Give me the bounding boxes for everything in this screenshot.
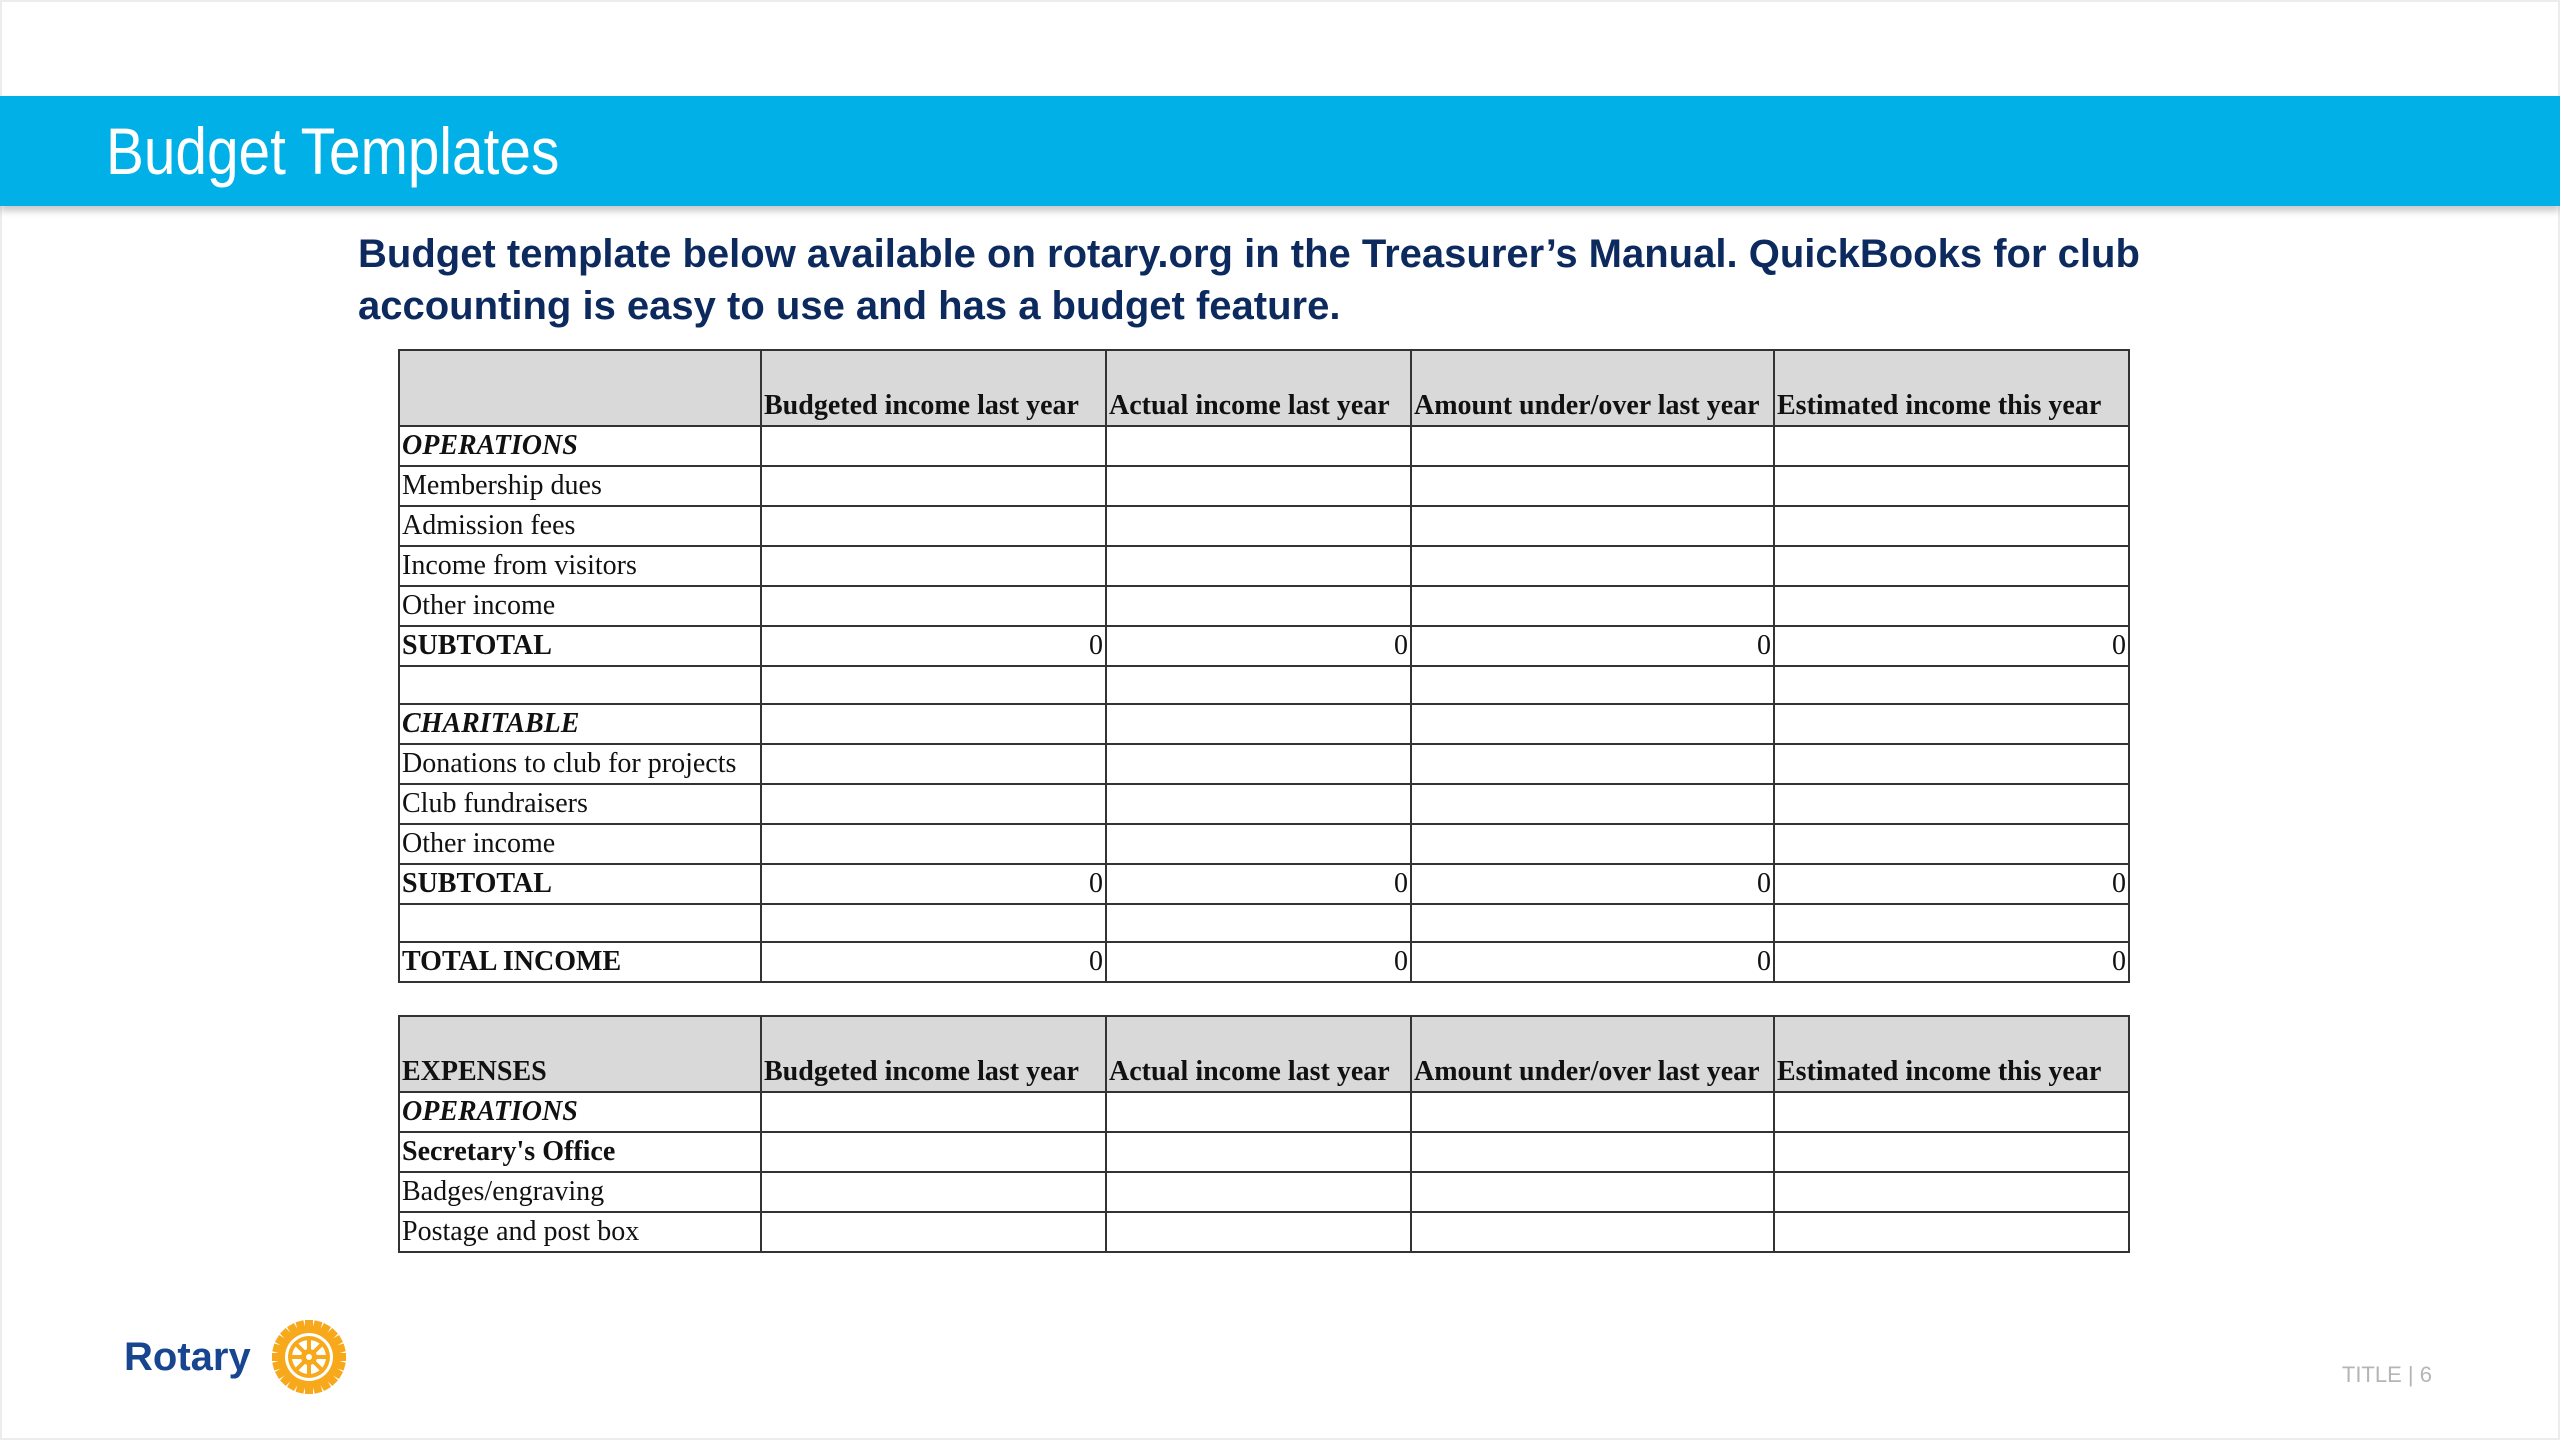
value-cell [1774,744,2129,784]
value-cell: 0 [1774,626,2129,666]
value-cell [1774,506,2129,546]
value-cell [1106,824,1411,864]
value-cell: 0 [1106,942,1411,982]
table-row [399,1132,2129,1172]
value-cell [1106,426,1411,466]
value-cell [761,586,1106,626]
value-cell [1411,1212,1774,1252]
value-cell [761,704,1106,744]
value-cell [1411,466,1774,506]
table-row [399,506,2129,546]
row-label [399,666,761,704]
row-label: Other income [399,586,761,626]
value-cell [1411,586,1774,626]
value-cell [761,466,1106,506]
value-cell [761,784,1106,824]
value-cell: 0 [1106,626,1411,666]
value-cell [1774,426,2129,466]
row-label: SUBTOTAL [399,626,761,666]
row-label: CHARITABLE [399,704,761,744]
value-cell [1774,1212,2129,1252]
value-cell [1106,666,1411,704]
value-cell [1106,904,1411,942]
table-row [399,546,2129,586]
row-label: Membership dues [399,466,761,506]
value-cell [1106,1132,1411,1172]
value-cell: 0 [761,942,1106,982]
value-cell [1411,744,1774,784]
table-row [399,466,2129,506]
value-cell [1411,904,1774,942]
value-cell [1411,506,1774,546]
logo-text: Rotary [124,1334,251,1379]
value-cell [1106,1172,1411,1212]
value-cell [1106,1092,1411,1132]
table-row [399,744,2129,784]
column-header: Estimated income this year [1774,350,2129,426]
value-cell [761,1132,1106,1172]
table-row [399,824,2129,864]
value-cell [761,506,1106,546]
value-cell [1774,466,2129,506]
row-label: OPERATIONS [399,426,761,466]
value-cell [1411,704,1774,744]
value-cell [1106,506,1411,546]
value-cell [1411,824,1774,864]
table-row [399,626,2129,666]
value-cell [1106,466,1411,506]
value-cell [1774,1172,2129,1212]
row-label: Income from visitors [399,546,761,586]
column-header: Estimated income this year [1774,1016,2129,1092]
table-row [399,666,2129,704]
column-header: EXPENSES [399,1016,761,1092]
row-label: Donations to club for projects [399,744,761,784]
value-cell [1774,666,2129,704]
table-row [399,1172,2129,1212]
value-cell [1411,1132,1774,1172]
row-label: Club fundraisers [399,784,761,824]
income-budget-table [398,349,2130,983]
table-row [399,704,2129,744]
value-cell [1106,1212,1411,1252]
slide-title: Budget Templates [106,114,560,188]
value-cell: 0 [1411,942,1774,982]
value-cell [1411,546,1774,586]
row-label: Admission fees [399,506,761,546]
page-number: 6 [2419,1362,2432,1387]
value-cell [1774,546,2129,586]
header-row [399,1016,2129,1092]
table-row [399,942,2129,982]
value-cell: 0 [761,626,1106,666]
value-cell [761,744,1106,784]
table-row [399,586,2129,626]
value-cell [1774,1092,2129,1132]
value-cell [761,426,1106,466]
column-header: Budgeted income last year [761,350,1106,426]
value-cell [1774,824,2129,864]
value-cell [761,666,1106,704]
footer-label: TITLE [2341,1362,2402,1387]
value-cell [1774,1132,2129,1172]
table-row [399,784,2129,824]
row-label: SUBTOTAL [399,864,761,904]
value-cell [761,1092,1106,1132]
value-cell: 0 [1411,626,1774,666]
value-cell [1106,704,1411,744]
table-row [399,1092,2129,1132]
column-header [399,350,761,426]
row-label: TOTAL INCOME [399,942,761,982]
row-label: Other income [399,824,761,864]
table-row [399,426,2129,466]
value-cell [1411,784,1774,824]
value-cell: 0 [1774,942,2129,982]
slide-subtitle: Budget template below available on rotary.org in the Treasurer’s Manual. QuickBooks for club accounting is easy to use and has a budget feature. [358,232,2140,328]
value-cell [1411,666,1774,704]
row-label: OPERATIONS [399,1092,761,1132]
row-label: Badges/engraving [399,1172,761,1212]
header-row [399,350,2129,426]
value-cell: 0 [1106,864,1411,904]
column-header: Amount under/over last year [1411,350,1774,426]
expense-budget-table [398,1015,2130,1253]
value-cell: 0 [761,864,1106,904]
value-cell [761,546,1106,586]
value-cell [1774,904,2129,942]
title-bar [0,96,2560,206]
value-cell [1774,784,2129,824]
row-label [399,904,761,942]
column-header: Amount under/over last year [1411,1016,1774,1092]
value-cell [761,1212,1106,1252]
value-cell [1106,744,1411,784]
value-cell [1411,1092,1774,1132]
value-cell [1106,546,1411,586]
row-label: Postage and post box [399,1212,761,1252]
value-cell [1411,426,1774,466]
value-cell [761,824,1106,864]
column-header: Budgeted income last year [761,1016,1106,1092]
value-cell [1106,586,1411,626]
table-row [399,1212,2129,1252]
value-cell: 0 [1411,864,1774,904]
value-cell [1106,784,1411,824]
value-cell [1774,704,2129,744]
column-header: Actual income last year [1106,1016,1411,1092]
row-label: Secretary's Office [399,1132,761,1172]
value-cell [1774,586,2129,626]
value-cell [1411,1172,1774,1212]
footer-separator: | [2407,1362,2414,1387]
table-row [399,904,2129,942]
rotary-wheel-icon [261,1318,357,1396]
value-cell [761,1172,1106,1212]
value-cell: 0 [1774,864,2129,904]
column-header: Actual income last year [1106,350,1411,426]
value-cell [761,904,1106,942]
slide-footer [2342,1362,2432,1388]
rotary-logo [124,1318,357,1396]
table-row [399,864,2129,904]
